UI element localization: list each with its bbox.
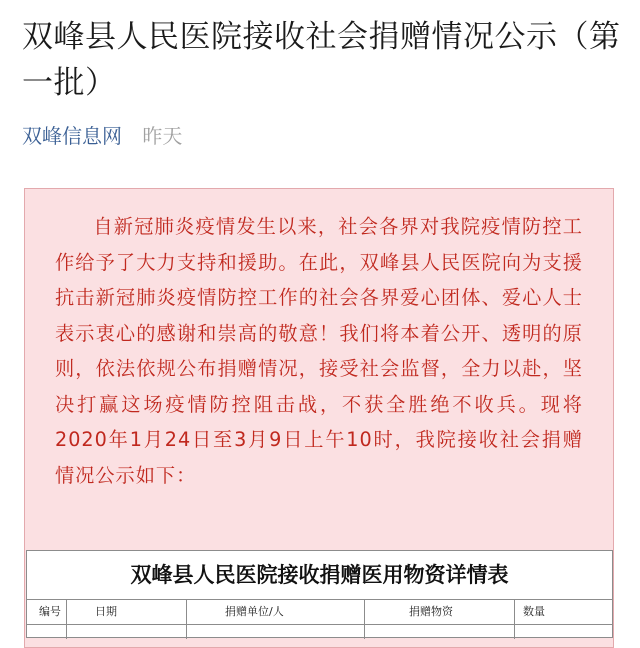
table-header-date: 日期 xyxy=(67,600,187,624)
table-title: 双峰县人民医院接收捐赠医用物资详情表 xyxy=(130,562,509,587)
article-date: 昨天 xyxy=(142,124,183,148)
table-cell xyxy=(187,625,365,639)
table-row xyxy=(27,625,612,639)
table-header-row xyxy=(27,599,612,625)
article-meta xyxy=(22,122,182,150)
table-header-id: 编号 xyxy=(27,600,67,624)
table-header-donor: 捐赠单位/人 xyxy=(187,600,365,624)
table-cell xyxy=(67,625,187,639)
table-header-item: 捐赠物资 xyxy=(365,600,515,624)
article-title: 双峰县人民医院接收社会捐赠情况公示（第一批） xyxy=(22,19,621,101)
table-header-quantity: 数量 xyxy=(523,605,545,618)
table-cell xyxy=(27,625,67,639)
donation-table xyxy=(26,550,613,638)
table-cell xyxy=(365,625,515,639)
article-source-link[interactable]: 双峰信息网 xyxy=(22,124,122,148)
notice-text: 自新冠肺炎疫情发生以来，社会各界对我院疫情防控工作给予了大力支持和援助。在此，双峰县人民医院向为支援抗击新冠肺炎疫情防控工作的社会各界爱心团体、爱心人士表示衷心的感谢和崇高的敬意！我们将本着公开、透明的原则，依法依规公布捐赠情况，接受社会监督，全力以赴，坚决打赢这场疫情防控阻击战，不获全胜绝不收兵。现将2020年1月24日至3月9日上午10时，我院接收社会捐赠情况公示如下： xyxy=(55,215,583,487)
